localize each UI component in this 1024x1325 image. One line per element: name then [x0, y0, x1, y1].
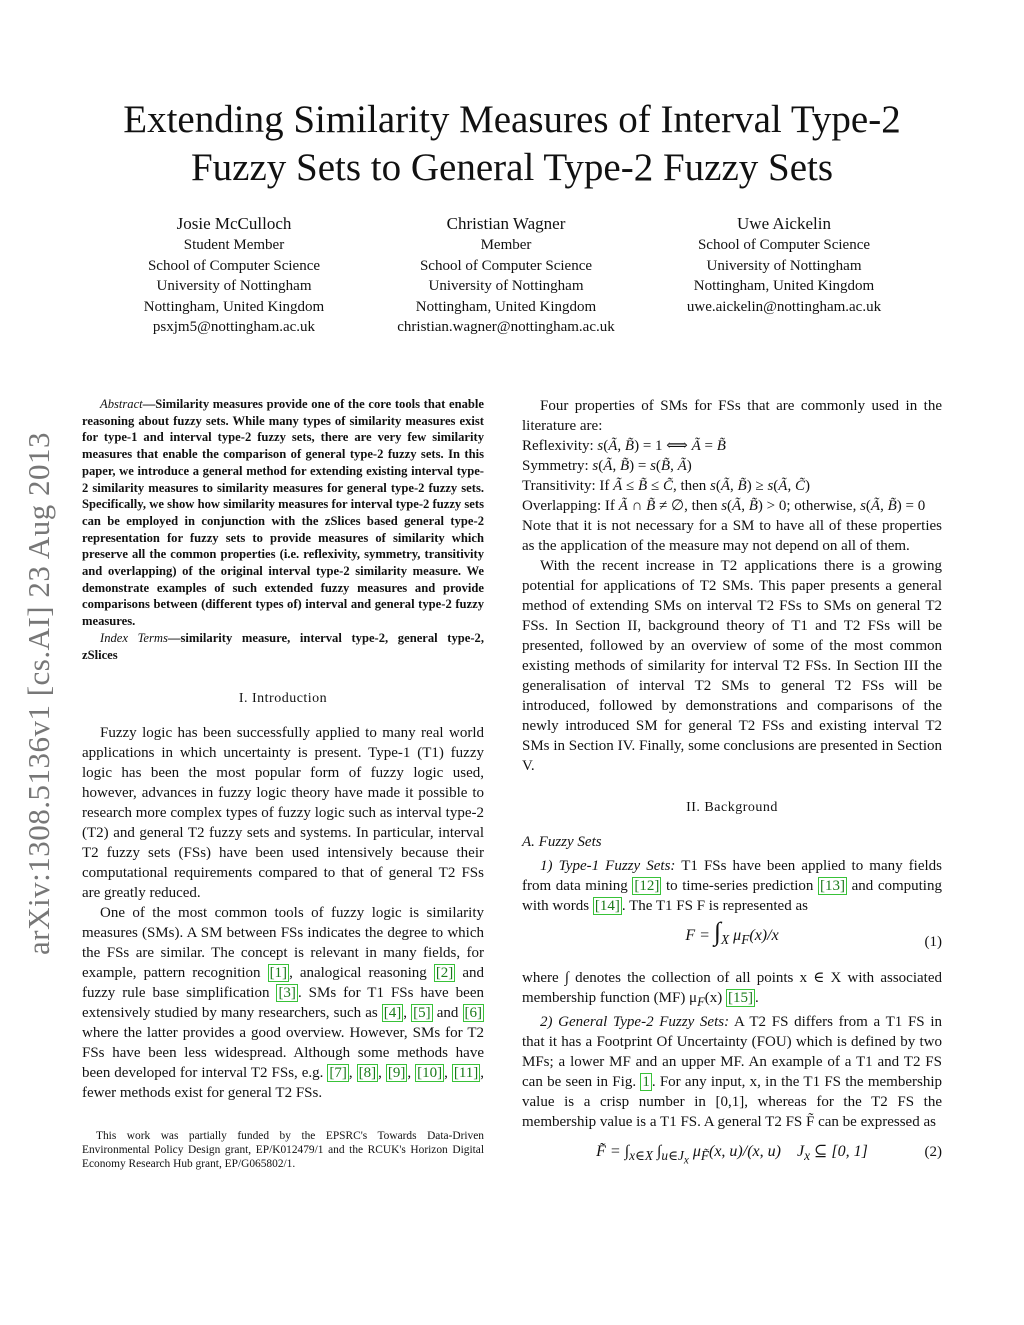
author-email: christian.wagner@nottingham.ac.uk: [397, 319, 615, 336]
abstract-text: —Similarity measures provide one of the core tools that enable reasoning about fuzzy sets. While many types of similarity measures exist for type-1 and interval type-2 fuzzy sets, there are very few similarity measures that enable the comparison of general type-2 fuzzy sets. In this paper, we introduce a general method for extending existing interval type-2 similarity measures to similarity measures for general type-2 fuzzy sets. Specifically, we show how similarity measures for interval type-2 fuzzy sets can be employed in conjunction with the zSlices based general type-2 representation for fuzzy sets to provide measures of similarity which preserve all the common properties (i.e. reflexivity, symmetry, transitivity and overlapping) of the original interval type-2 similarity measure. We demonstrate examples of such extended fuzzy measures and provide comparisons between (different types of) interval and general type-2 fuzzy measures.: [82, 397, 484, 629]
author-role: Member: [480, 237, 532, 253]
author-city: Nottingham, United Kingdom: [693, 278, 875, 295]
citation-link[interactable]: [7]: [329, 1065, 347, 1082]
citation-link[interactable]: [2]: [435, 965, 454, 982]
paper-outline-paragraph: With the recent increase in T2 applications there is a growing potential for applications of T2 SMs. This paper presents a general method of extending SMs on interval T2 FSs to SMs on general T2 FSs. In Section II, background theory of T1 and T2 FSs will be presented, followed by an overview of some of the most common existing methods of similarity for interval T2 FSs. In Section III the generalisation of interval T2 SMs to general T2 FSs will be introduced, followed by demonstrations and comparisons of the newly introduced SM for general T2 FSs and existing interval T2 SMs in Section IV. Finally, some conclusions are presented in Section V.: [522, 558, 942, 774]
author-name: Christian Wagner: [446, 214, 566, 233]
equation-1-number: (1): [924, 934, 942, 950]
author-email: psxjm5@nottingham.ac.uk: [152, 319, 316, 336]
author-city: Nottingham, United Kingdom: [143, 298, 325, 315]
author-univ: University of Nottingham: [428, 278, 584, 295]
author-block-2: [356, 213, 656, 338]
arxiv-stamp: arXiv:1308.5136v1 [cs.AI] 23 Aug 2013: [21, 431, 56, 955]
citation-link[interactable]: [9]: [387, 1065, 406, 1082]
citation-link[interactable]: [1]: [269, 965, 288, 982]
where-paragraph: where ∫ denotes the collection of all points x ∈ X with associated membership function (MF) $\mu_F(x)$ [15] .: [522, 970, 942, 1009]
citation-link[interactable]: [14]: [594, 898, 620, 914]
citation-link[interactable]: [10]: [417, 1065, 443, 1082]
citation-link[interactable]: [3]: [278, 985, 296, 1002]
author-dept: School of Computer Science: [697, 237, 871, 253]
title-line-2: Fuzzy Sets to General Type-2 Fuzzy Sets: [190, 146, 834, 189]
author-role: Student Member: [183, 237, 285, 253]
author-email: uwe.aickelin@nottingham.ac.uk: [686, 298, 882, 315]
property-reflexivity: Reflexivity: s(Ã, B̃) = 1 ⟺ Ã = B̃: [522, 438, 726, 454]
paper-title: [60, 96, 964, 192]
title-line-1: Extending Similarity Measures of Interval Type-2: [123, 98, 901, 141]
type1-paragraph: 1) Type-1 Fuzzy Sets: T1 FSs have been applied to many fields from data mining [12] to time-series prediction [13] and computing with words [14] . The T1 FS F is represented as: [522, 858, 942, 914]
author-name: Josie McCulloch: [176, 214, 292, 233]
intro-paragraph-2: One of the most common tools of fuzzy logic is similarity measures (SMs). A SM between FSs indicates the degree to which the FSs are similar. The concept is relevant in many fields, for example, pattern recognition [1] , analogical reasoning [2] and fuzzy rule base simplification [3] . SMs for T1 FSs have been extensively studied by many researchers, such as [4] , [5] and [6] where the latter provides a good overview. However, SMs for T2 FSs have been less widespread. Although some methods have been developed for interval T2 FSs, e.g. [7] , [8] , [9] , [10] , [11] , fewer methods exist for general T2 FSs.: [82, 905, 485, 1102]
abstract-label: Abstract: [100, 397, 143, 411]
equation-1-formula: $F = \int_X$ $\mu_F(x)/x$: [685, 917, 779, 948]
funding-footnote: This work was partially funded by the EPSRC's Towards Data-Driven Environmental Policy Design grant, EP/K012479/1 and the RCUK's Horizon Digital Economy Research Hub grant, EP/G065802/1.: [82, 1130, 484, 1171]
citation-link[interactable]: [11]: [453, 1065, 479, 1082]
section-heading-background: II. Background: [686, 800, 778, 815]
section-heading-introduction: I. Introduction: [238, 691, 328, 707]
citation-link[interactable]: [6]: [464, 1005, 482, 1022]
properties-intro: Four properties of SMs for FSs that are commonly used in the literature are:: [522, 398, 942, 434]
left-column: [82, 396, 484, 1171]
index-terms-text: —similarity measure, interval type-2, general type-2, zSlices: [82, 630, 485, 662]
citation-link[interactable]: [13]: [820, 878, 845, 894]
citation-link[interactable]: [12]: [634, 878, 660, 894]
property-transitivity: Transitivity: If Ã ≤ B̃ ≤ C̃, then s(Ã, B̃) ≥ s(Ã, C̃): [522, 478, 810, 494]
citation-link[interactable]: [8]: [358, 1065, 377, 1082]
equation-2-formula: F̃ = $\int_{x\in X}$ $\int_{u\in J_x}$ $\mu_{F̃}(x$, u)/(x, u) $J_x$ ⊆ [0, 1]: [596, 1143, 868, 1167]
properties-note: Note that it is not necessary for a SM to have all of these properties as the application of the measure may not depend on all of them.: [522, 518, 942, 554]
figure-link[interactable]: 1: [642, 1074, 650, 1090]
citation-link[interactable]: [15]: [728, 990, 753, 1006]
author-name: Uwe Aickelin: [737, 214, 831, 233]
right-column: [522, 396, 942, 1174]
citation-link[interactable]: [4]: [383, 1005, 402, 1022]
intro-paragraph-1: Fuzzy logic has been successfully applied to many real world applications in which uncertainty is present. Type-1 (T1) fuzzy logic has been the most popular form of fuzzy logic used, however, advances in fuzzy logic theory have made it possible to research more complex types of fuzzy logic such as interval type-2 (T2) and general T2 fuzzy sets and systems. In particular, interval T2 fuzzy sets (FSs) have been used intensively because their computational requirements compared to that of general T2 FSs are greatly reduced.: [82, 725, 484, 902]
abstract: [82, 396, 484, 630]
equation-2-number: (2): [924, 1144, 942, 1160]
subsection-fuzzy-sets: A. Fuzzy Sets: [522, 834, 602, 850]
property-symmetry: Symmetry: s(Ã, B̃) = s(B̃, Ã): [522, 458, 692, 474]
author-block-3: [634, 213, 934, 317]
author-univ: University of Nottingham: [156, 278, 312, 295]
author-city: Nottingham, United Kingdom: [415, 298, 597, 315]
property-overlapping: Overlapping: If Ã ∩ B̃ ≠ ∅, then s(Ã, B̃) > 0; otherwise, s(Ã, B̃) = 0: [522, 498, 926, 514]
author-univ: University of Nottingham: [706, 257, 862, 274]
equation-2: [522, 1138, 942, 1168]
equation-1: [522, 917, 942, 962]
index-terms: [82, 630, 484, 663]
author-dept: School of Computer Science: [419, 257, 593, 274]
index-terms-label: Index Terms: [100, 630, 168, 645]
author-block-1: [84, 213, 384, 338]
type2-paragraph: 2) General Type-2 Fuzzy Sets: A T2 FS differs from a T1 FS in that it has a Footprint Of Uncertainty (FOU) which is defined by two MFs; a lower MF and an upper MF. An example of a T1 and T2 FS can be seen in Fig. 1 . For any input, x, in the T1 FS the membership value is a crisp number in [0,1], whereas for the T2 FS the membership value is a T1 FS. A general T2 FS F̃ can be expressed as: [522, 1014, 942, 1130]
citation-link[interactable]: [5]: [413, 1005, 431, 1022]
author-dept: School of Computer Science: [147, 257, 321, 274]
